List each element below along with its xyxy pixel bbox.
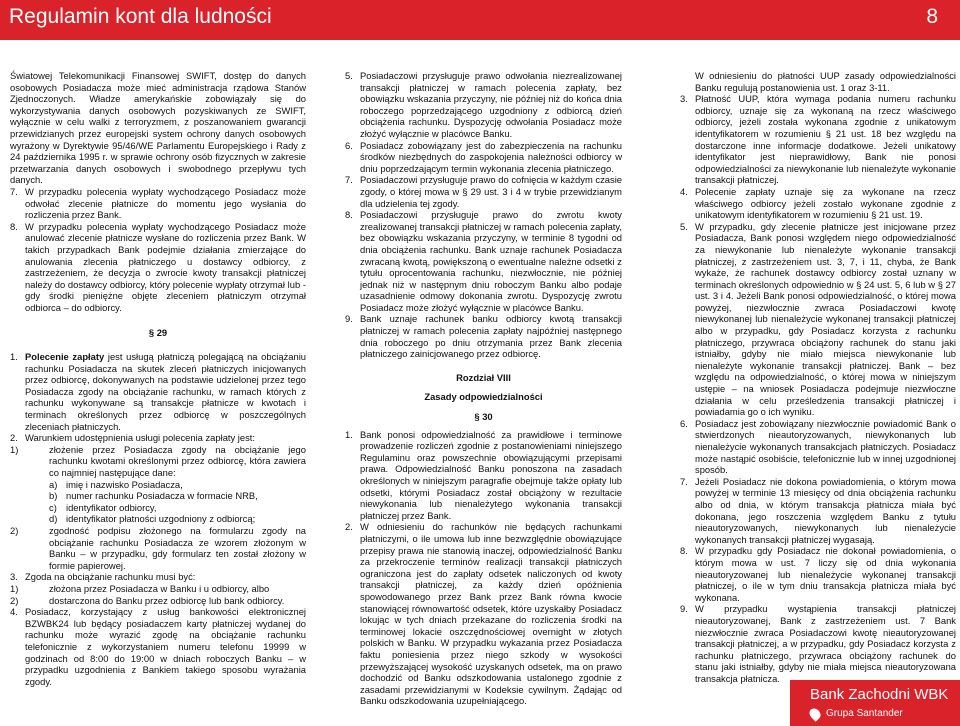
- sub-sub-number: a): [49, 478, 58, 490]
- logo-group-name: Grupa Santander: [826, 708, 903, 719]
- sub-number: 2): [10, 524, 19, 536]
- item-number: 6.: [345, 139, 353, 151]
- list-item: [10, 432, 306, 444]
- list-item: [345, 313, 622, 359]
- item-number: 7.: [10, 185, 18, 197]
- list-item: [345, 429, 622, 522]
- item-number: 2.: [10, 432, 18, 444]
- sub-item: [10, 525, 306, 571]
- sub-sub-item: [49, 479, 306, 491]
- item-text: W odniesieniu do rachunków nie będących rachunkami płatniczymi, o ile umowa lub inne bezwzględnie obowiązujące przepisy prawa nie stanowią inaczej, odpowiedzialność Banku za przekroczenie terminów realizacji transakcji płatniczych ograniczona jest do zapłaty odsetek naliczonych od kwoty transakcji płatniczej, za każdy dzień opóźnienia spowodowanego przez Bank przez Bank równa kwocie stanowiącej równowartość odsetek, które uzyskałby Posiadacz lokując w tych dniach przekazane do rozliczenia środki na terminowej lokacie oszczędnościowej overnight w złotych polskich w Banku. W przypadku wykazania przez Posiadacza faktu poniesienia przez niego szkody w wysokości przewyższającej wysokość uzyskanych odsetek, ma on prawo dochodzić od Banku odszkodowania ustalonego zgodnie z zasadami przewidzianymi w Kodeksie cywilnym. Żądając od Banku odszkodowania uzupełniającego.: [360, 521, 622, 707]
- item-text: Płatność UUP, która wymaga podania numeru rachunku odbiorcy, uznaje się za wykonaną na rzecz właściwego odbiorcy, jeżeli została wykonana zgodnie z unikatowym identyfikatorem w rozumieniu § 21 ust. 18 bez względu na dostarczone inne informacje dodatkowe. Jeżeli unikatowy identyfikator jest nieprawidłowy, Bank nie ponosi odpowiedzialności za niewykonanie lub nienależyte wykonanie transakcji płatniczej.: [695, 93, 956, 186]
- list-item: [10, 351, 306, 432]
- chapter-heading: Rozdział VIII: [456, 371, 511, 383]
- item-text: W przypadku polecenia wypłaty wychodzącego Posiadacz może anulować zlecenie płatnicze wysłane do rozliczenia przez Bank. W takich przypadkach Bank podejmie działania zmierzające do anulowania zlecenia płatniczego u dostawcy odbiorcy, z zastrzeżeniem, że decyzja o zwrocie kwoty transakcji płatniczej należy do dostawcy odbiorcy, który polecenie wypłaty otrzymał lub - gdy środki pieniężne objęte zleceniem płatniczym otrzymał odbiorca – do odbiorcy.: [25, 220, 306, 313]
- item-number: 3.: [10, 571, 18, 583]
- sub-sub-item: [49, 513, 306, 525]
- document-title: Regulamin kont dla ludności: [9, 5, 272, 28]
- item-number: 8.: [10, 220, 18, 232]
- list-item: [10, 606, 306, 687]
- sub-sub-item: [49, 502, 306, 514]
- item-text: W przypadku gdy Posiadacz nie dokonał powiadomienia, o którym mowa w ust. 7 liczy się od dnia wykonania nieautoryzowanej lub nienależycie wykonanej transakcji płatniczej, o ile w tym dniu transakcja płatnicza miała być wykonana.: [695, 545, 956, 603]
- item-text: Zgoda na obciążanie rachunku musi być:: [25, 571, 196, 583]
- item-text: Polecenie zapłaty uznaje się za wykonane na rzecz właściwego odbiorcy jeżeli zostało wykonane zgodnie z unikatowym identyfikatorem w rozumieniu § 21 ust. 19.: [695, 185, 956, 221]
- item-text: Warunkiem udostępnienia usługi polecenia zapłaty jest:: [25, 432, 255, 444]
- sub-item: [10, 595, 306, 607]
- item-text: W przypadku wystąpienia transakcji płatniczej nieautoryzowanej, Bank z zastrzeżeniem ust. 7 Bank niezwłocznie zwraca Posiadaczowi kwotę nieautoryzowanej transakcji płatniczej, a w przypadku, gdy Posiadacz korzysta z rachunku płatniczego, przywraca obciążony rachunek do stanu jaki istniałby, gdyby nie miała miejsca nieautoryzowana transakcja płatnicza.: [695, 603, 956, 684]
- item-number: 9.: [680, 603, 688, 615]
- logo-bank-name: Bank Zachodni WBK: [810, 686, 949, 703]
- list-item: [680, 476, 956, 546]
- list-item: [345, 209, 622, 313]
- sub-number: 2): [10, 594, 19, 606]
- sub-sub-number: c): [49, 501, 57, 513]
- sub-sub-item: [49, 490, 306, 502]
- item-number: 4.: [680, 185, 688, 197]
- chapter-title: Zasady odpowiedzialności: [424, 391, 543, 403]
- item-text: Posiadacz jest zobowiązany niezwłocznie powiadomić Bank o stwierdzonych nieautoryzowanych, niewykonanych lub nienależycie wykonanych transakcjach płatniczych. Posiadacz może nastąpić osobiście, telefonicznie lub w innej uzgodnionej sposób.: [695, 417, 956, 476]
- list-item: [680, 221, 956, 418]
- sub-text: złożenie przez Posiadacza zgody na obciążanie jego rachunku kwotami określonymi przez odbiorcę, która zawiera co najmniej następujące dane:: [49, 443, 306, 478]
- column-middle: [345, 70, 622, 707]
- item-text: Jeżeli Posiadacz nie dokona powiadomienia, o którym mowa powyżej w terminie 13 miesięcy od dnia obciążenia rachunku albo od dnia, w którym transakcja płatnicza miała być dokonana, jego roszczenia względem Banku z tytułu nieautoryzowanych, niewykonanych lub nienależycie wykonanych transakcji płatniczej wygasają.: [695, 475, 956, 545]
- item-text: Bank ponosi odpowiedzialność za prawidłowe i terminowe prowadzenie rozliczeń zgodnie z postanowieniami niniejszego Regulaminu oraz powszechnie obowiązującymi przepisami prawa. Odpowiedzialność Banku ponoszona na zasadach określonych w niniejszym paragrafie obejmuje także opłaty lub odsetki, którymi Posiadacz został obciążony w rezultacie niewykonania lub nienależytego wykonania transakcji płatniczej przez Bank.: [360, 428, 622, 521]
- page-header: [0, 0, 960, 40]
- column-right: [680, 70, 956, 684]
- item-number: 3.: [680, 93, 688, 105]
- page-number: 8: [926, 5, 938, 28]
- sub-sub-text: identyfikator odbiorcy,: [66, 501, 157, 513]
- list-item: [10, 221, 306, 314]
- section-heading: § 29: [148, 327, 168, 339]
- list-item: [345, 174, 622, 209]
- item-text: Posiadaczowi przysługuje prawo do zwrotu kwoty zrealizowanej transakcji płatniczej w ramach polecenia zapłaty, bez obowiązku wskazania przyczyny, w terminie 8 tygodni od dnia obciążenia rachunku. Bank uznaje rachunek Posiadacza zwracaną kwotą, powiększoną o ewentualne należne odsetki z tytułu oprocentowania rachunku, niezwłocznie, nie później jednak niż w następnym dniu roboczym Banku albo podaje uzasadnienie odmowy dokonania zwrotu. Dyspozycję zwrotu Posiadacz może złożyć wyłącznie w placówce Banku.: [360, 209, 622, 313]
- list-item: [680, 418, 956, 476]
- item-number: 5.: [345, 70, 353, 81]
- list-item: [345, 521, 622, 707]
- paragraph: W odniesieniu do płatności UUP zasady odpowiedzialności Banku regulują postanowienia ust. 1 oraz 3-11.: [695, 70, 956, 93]
- list-item: [680, 603, 956, 684]
- item-number: 1.: [10, 351, 18, 363]
- item-text: W przypadku polecenia wypłaty wychodzącego Posiadacz może odwołać zlecenie płatnicze do momentu jego wysłania do rozliczenia przez Bank.: [25, 185, 306, 221]
- item-number: 7.: [345, 174, 353, 186]
- flame-icon: [807, 706, 823, 722]
- item-number: 8.: [345, 209, 353, 221]
- list-item: [680, 93, 956, 186]
- item-text: Posiadacz zobowiązany jest do zabezpieczenia na rachunku środków niezbędnych do zaspokojenia należności odbiorcy w dniu poprzedzającym termin wykonania zlecenia płatniczego.: [360, 139, 622, 174]
- column-left: [10, 70, 306, 687]
- sub-sub-text: numer rachunku Posiadacza w formacie NRB,: [66, 490, 258, 502]
- item-number: 9.: [345, 313, 353, 325]
- item-number: 8.: [680, 545, 688, 557]
- item-number: 2.: [345, 521, 353, 533]
- item-text: jest usługą płatniczą polegającą na obciążaniu rachunku Posiadacza na skutek zleceń płatniczych inicjowanych przez odbiorcę, dokonywanych na podstawie udzielonej przez tego Posiadacza zgody na obciążanie rachunku, w ramach których z rachunku wykonywane są transakcje płatnicze w kwotach i terminach określonych przez odbiorcę w poszczególnych zleceniach płatniczych.: [25, 351, 306, 432]
- sub-number: 1): [10, 582, 19, 594]
- sub-sub-number: d): [49, 513, 58, 525]
- list-item: [345, 70, 622, 140]
- sub-sub-text: identyfikator płatności uzgodniony z odbiorcą;: [66, 513, 256, 525]
- sub-sub-number: b): [49, 490, 58, 502]
- item-number: 7.: [680, 475, 688, 487]
- bank-logo: [790, 680, 960, 726]
- list-item: [680, 186, 956, 221]
- sub-text: dostarczona do Banku przez odbiorcę lub bank odbiorcy.: [49, 594, 285, 606]
- item-text: W przypadku, gdy zlecenie płatnicze jest inicjowane przez Posiadacza, Bank ponosi względem niego odpowiedzialność za niewykonanie lub nienależyte wykonanie transakcji płatniczej, z zastrzeżeniem ust. 3, 7, i 11, chyba, że Bank wykaże, że rachunek dostawcy odbiorcy został uznany w terminach określonych odpowiednio w § 24 ust. 5, 6 lub w § 27 ust. 3 i 4. Jeżeli Bank ponosi odpowiedzialność, o której mowa powyżej, niezwłocznie zwraca Posiadaczowi kwotę niewykonanej lub nienależycie wykonanej transakcji płatniczej albo w przypadku, gdy Posiadacz korzysta z rachunku płatniczego, przywraca obciążony rachunek do stanu jaki istniałby, gdyby nie miało miejsca niewykonanie lub nienależyte wykonanie transakcji płatniczej. Bank – bez względu na odpowiedzialność, o której mowa w niniejszym ustępie – na wniosek Posiadacza podejmuje niezwłoczne działania w celu prześledzenia transakcji płatniczej i powiadamia go o ich wyniku.: [695, 220, 956, 418]
- item-number: 1.: [345, 428, 353, 440]
- item-number: 6.: [680, 417, 688, 429]
- item-text: Posiadaczowi przysługuje prawo do cofnięcia w każdym czasie zgody, o której mowa w § 29 ust. 3 i 4 w trybie przewidzianym dla udzielenia tej zgody.: [360, 174, 622, 209]
- sub-text: złożona przez Posiadacza w Banku i u odbiorcy, albo: [49, 582, 270, 594]
- item-text: Posiadacz, korzystający z usług bankowości elektronicznej BZWBK24 lub będący posiadaczem karty płatniczej wydanej do rachunku może wyrazić zgodę na obciążanie rachunku telefonicznie z wykorzystaniem numeru telefonu 19999 w godzinach od 8:00 do 19:00 w dniach roboczych Banku – w przypadku uzgodnienia z Bankiem takiego sposobu wyrażania zgody.: [25, 606, 306, 687]
- sub-sub-text: imię i nazwisko Posiadacza,: [66, 478, 183, 490]
- sub-item: [10, 444, 306, 479]
- paragraph: Światowej Telekomunikacji Finansowej SWIFT, dostęp do danych osobowych Posiadacza może mieć administracja rządowa Stanów Zjednoczonych. Władze amerykańskie zobowiązały się do wykorzystywania danych osobowych pozyskiwanych ze SWIFT, wyłącznie w celu walki z terroryzmem, z poszanowaniem gwarancji przewidzianych przez europejski system ochrony danych osobowych wyrażony w Dyrektywie 95/46/WE Parlamentu Europejskiego i Rady z 24 października 1995 r. w sprawie ochrony osób fizycznych w zakresie przetwarzania danych osobowych i swobodnego przepływu tych danych.: [10, 70, 306, 186]
- item-number: 5.: [680, 220, 688, 232]
- sub-number: 1): [10, 443, 19, 455]
- sub-item: [10, 583, 306, 595]
- item-text: Bank uznaje rachunek banku odbiorcy kwotą transakcji płatniczej w ramach polecenia zapłaty najpóźniej następnego dnia roboczego po dniu otrzymania przez Bank zlecenia płatniczego zainicjowanego przez odbiorcę.: [360, 313, 622, 360]
- list-item: [345, 140, 622, 175]
- section-heading: § 30: [474, 411, 493, 423]
- term-bold: Polecenie zapłaty: [25, 351, 105, 363]
- list-item: [10, 186, 306, 221]
- list-item: [10, 571, 306, 583]
- item-text: Posiadaczowi przysługuje prawo odwołania niezrealizowanej transakcji płatniczej w ramach polecenia zapłaty, bez obowiązku wskazania przyczyny, nie później niż do końca dnia roboczego poprzedzającego uzgodniony z odbiorcą dzień obciążenia rachunku. Dyspozycję odwołania Posiadacz może złożyć wyłącznie w placówce Banku.: [360, 70, 622, 139]
- sub-text: zgodność podpisu złożonego na formularzu zgody na obciążanie rachunku Posiadacza ze wzorem złożonym w Banku – w przypadku, gdy formularz ten został złożony w formie papierowej.: [49, 524, 306, 571]
- item-number: 4.: [10, 606, 18, 618]
- list-item: [680, 545, 956, 603]
